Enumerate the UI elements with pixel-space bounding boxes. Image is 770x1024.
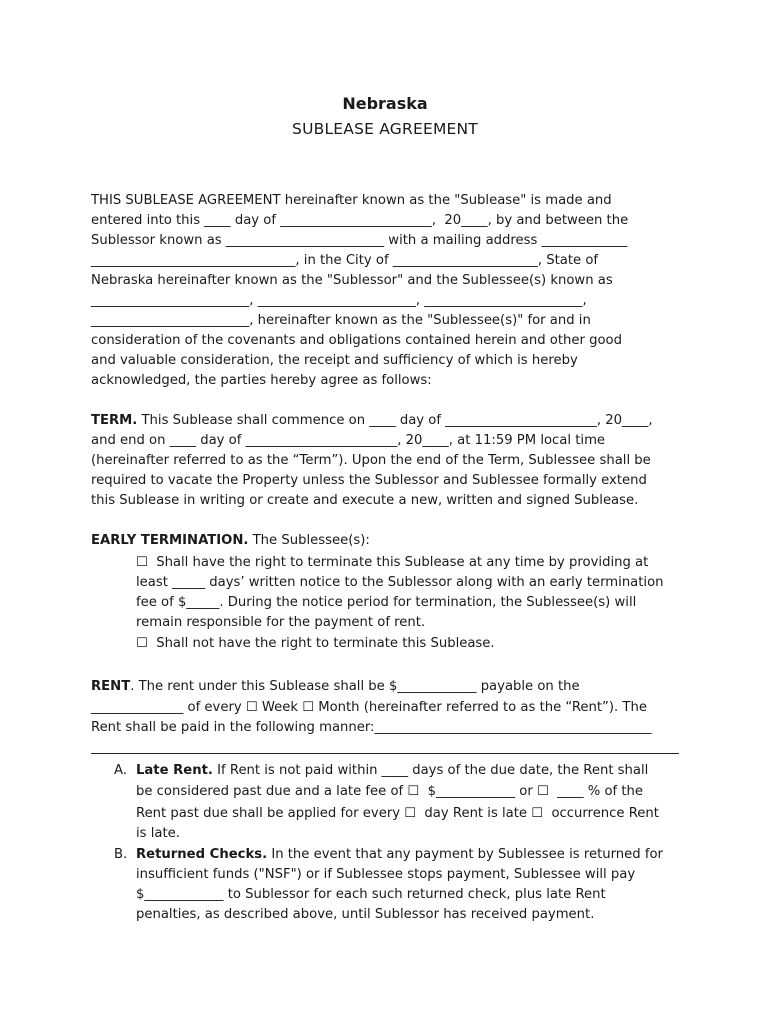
late-rent-heading: Late Rent.: [136, 763, 213, 778]
early-termination-heading-line: [91, 531, 370, 551]
intro-line: and valuable consideration, the receipt and sufficiency of which is hereby: [91, 353, 578, 368]
late-rent-text: If Rent is not paid within ____ days of the due date, the Rent shall: [212, 763, 649, 778]
term-text: This Sublease shall commence on ____ day of _______________________, 20____,: [137, 413, 653, 428]
rent-line: Rent shall be paid in the following manner:__________________________________________: [91, 720, 652, 735]
rent-text: . The rent under this Sublease shall be $____________ payable on the: [130, 679, 580, 694]
term-line: and end on ____ day of _______________________, 20____, at 11:59 PM local time: [91, 433, 606, 448]
list-marker: B.: [114, 847, 128, 862]
early-termination-option-line: ☐ Shall have the right to terminate this Sublease at any time by providing at: [136, 555, 649, 570]
late-rent-line: Rent past due shall be applied for every ☐ day Rent is late ☐ occurrence Rent: [136, 806, 659, 821]
late-rent-line: is late.: [136, 826, 180, 841]
early-termination-text: The Sublessee(s):: [248, 533, 370, 548]
term-line: (hereinafter referred to as the “Term”). Upon the end of the Term, Sublessee shall be: [91, 453, 651, 468]
term-heading: TERM.: [91, 413, 138, 428]
term-first-line: [91, 411, 653, 431]
intro-line: acknowledged, the parties hereby agree as follows:: [91, 373, 432, 388]
early-termination-heading: EARLY TERMINATION.: [91, 533, 249, 548]
intro-line: THIS SUBLEASE AGREEMENT hereinafter known as the "Sublease" is made and: [91, 193, 612, 208]
early-termination-option-line: fee of $_____. During the notice period for termination, the Sublessee(s) will: [136, 595, 637, 610]
early-termination-option-line: ☐ Shall not have the right to terminate this Sublease.: [136, 636, 495, 651]
document-title: SUBLEASE AGREEMENT: [292, 120, 478, 138]
late-rent-first-line: [136, 761, 648, 781]
early-termination-option-line: remain responsible for the payment of rent.: [136, 615, 426, 630]
list-marker: A.: [114, 763, 127, 778]
returned-checks-heading: Returned Checks.: [136, 847, 268, 862]
intro-line: entered into this ____ day of _______________________, 20____, by and between the: [91, 213, 629, 228]
intro-line: ________________________, ________________________, ________________________,: [91, 293, 587, 308]
intro-line: ________________________, hereinafter known as the "Sublessee(s)" for and in: [91, 313, 591, 328]
term-line: this Sublease in writing or create and execute a new, written and signed Sublease.: [91, 493, 639, 508]
returned-checks-line: insufficient funds ("NSF") or if Sublessee stops payment, Sublessee will pay: [136, 867, 636, 882]
blank-line-rule: [91, 753, 679, 754]
early-termination-option-line: least _____ days’ written notice to the Sublessor along with an early termination: [136, 575, 664, 590]
rent-line: ______________ of every ☐ Week ☐ Month (hereinafter referred to as the “Rent”). The: [91, 700, 647, 715]
rent-heading: RENT: [91, 679, 131, 694]
intro-line: consideration of the covenants and obligations contained herein and other good: [91, 333, 622, 348]
intro-line: _______________________________, in the City of ______________________, State of: [91, 253, 599, 268]
returned-checks-line: penalties, as described above, until Sublessor has received payment.: [136, 907, 595, 922]
state-title: Nebraska: [342, 94, 428, 113]
intro-line: Sublessor known as ________________________ with a mailing address _____________: [91, 233, 628, 248]
returned-checks-line: $____________ to Sublessor for each such returned check, plus late Rent: [136, 887, 606, 902]
returned-checks-text: In the event that any payment by Sublessee is returned for: [267, 847, 663, 862]
returned-checks-first-line: [136, 845, 663, 865]
intro-line: Nebraska hereinafter known as the "Sublessor" and the Sublessee(s) known as: [91, 273, 613, 288]
rent-first-line: [91, 677, 580, 697]
late-rent-line: be considered past due and a late fee of ☐ $____________ or ☐ ____ % of the: [136, 784, 643, 799]
term-line: required to vacate the Property unless the Sublessor and Sublessee formally extend: [91, 473, 647, 488]
